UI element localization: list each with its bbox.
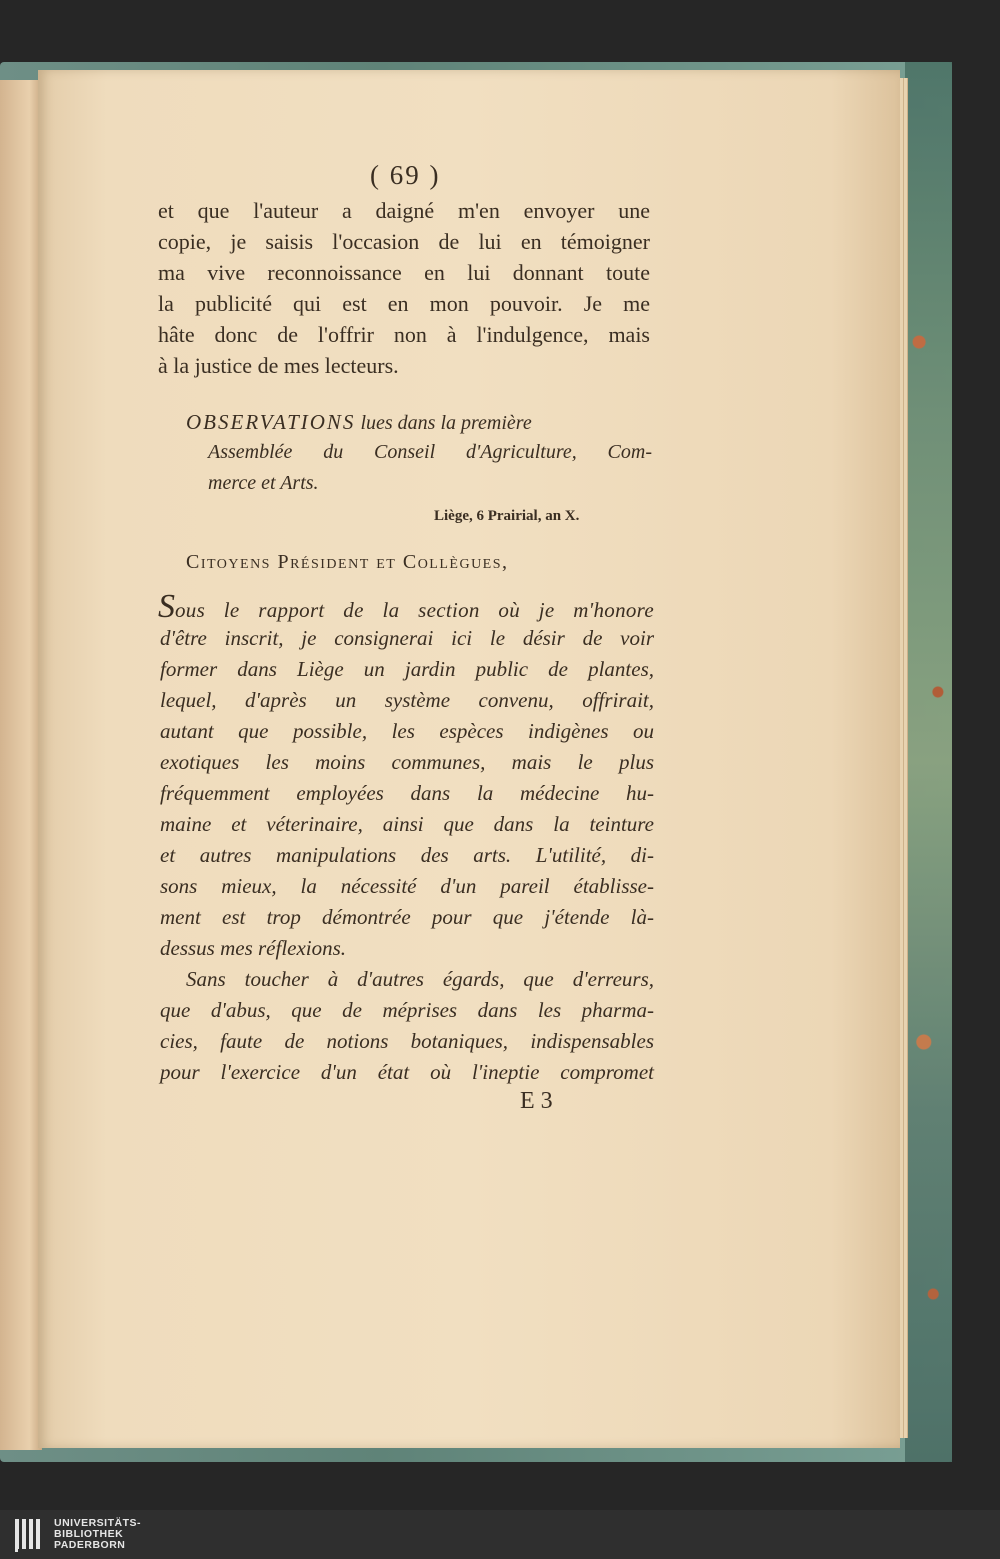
para2-line: que d'abus, que de méprises dans les pharma- [160, 998, 654, 1022]
library-logo-icon [14, 1517, 46, 1553]
para1-line: fréquemment employées dans la médecine hu- [160, 781, 654, 805]
observations-heading [186, 410, 532, 435]
logo-line: PADERBORN [54, 1539, 126, 1551]
library-logo-text [54, 1518, 141, 1551]
dropcap: S [158, 588, 175, 625]
intro-line: copie, je saisis l'occasion de lui en témoigner [158, 229, 650, 254]
intro-line: ma vive reconnoissance en lui donnant toute [158, 260, 650, 285]
dateline: Liège, 6 Prairial, an X. [434, 508, 580, 524]
intro-line: à la justice de mes lecteurs. [158, 353, 399, 378]
para1-line: et autres manipulations des arts. L'utilité, di- [160, 843, 654, 867]
intro-line: et que l'auteur a daigné m'en envoyer une [158, 198, 650, 223]
scan-footer [0, 1510, 1000, 1559]
observations-lead: OBSERVATIONS [186, 410, 356, 434]
para2-line: Sans toucher à d'autres égards, que d'erreurs, [186, 967, 654, 991]
para1-line: exotiques les moins communes, mais le plus [160, 750, 654, 774]
para1-line: dessus mes réflexions. [160, 936, 347, 960]
para1-line: ment est trop démontrée pour que j'étende là- [160, 905, 654, 929]
para1-line: lequel, d'après un système convenu, offrirait, [160, 688, 654, 712]
facing-page-edge [0, 80, 42, 1450]
intro-line: la publicité qui est en mon pouvoir. Je me [158, 291, 650, 316]
signature-mark: E 3 [520, 1088, 553, 1114]
para1-line: d'être inscrit, je consignerai ici le désir de voir [160, 626, 654, 650]
para1-first-line [158, 588, 654, 626]
logo-line: UNIVERSITÄTS- [54, 1517, 142, 1529]
page-number: ( 69 ) [370, 160, 441, 190]
logo-line: BIBLIOTHEK [54, 1528, 124, 1540]
para2-line: pour l'exercice d'un état où l'ineptie compromet [160, 1060, 654, 1084]
observations-line2: Assemblée du Conseil d'Agriculture, Com- [208, 441, 652, 463]
observations-line1-rest: lues dans la première [360, 412, 532, 434]
para2-line: cies, faute de notions botaniques, indispensables [160, 1029, 654, 1053]
para1-first-rest: ous le rapport de la section où je m'honore [175, 598, 654, 622]
salutation: Citoyens Président et Collègues, [186, 551, 509, 573]
observations-line3: merce et Arts. [208, 472, 319, 494]
intro-line: hâte donc de l'offrir non à l'indulgence, mais [158, 322, 650, 347]
para1-line: maine et véterinaire, ainsi que dans la teinture [160, 812, 654, 836]
para1-line: former dans Liège un jardin public de plantes, [160, 657, 654, 681]
para1-line: sons mieux, la nécessité d'un pareil établisse- [160, 874, 654, 898]
marbled-cover-edge [905, 62, 952, 1462]
para1-line: autant que possible, les espèces indigènes ou [160, 719, 654, 743]
